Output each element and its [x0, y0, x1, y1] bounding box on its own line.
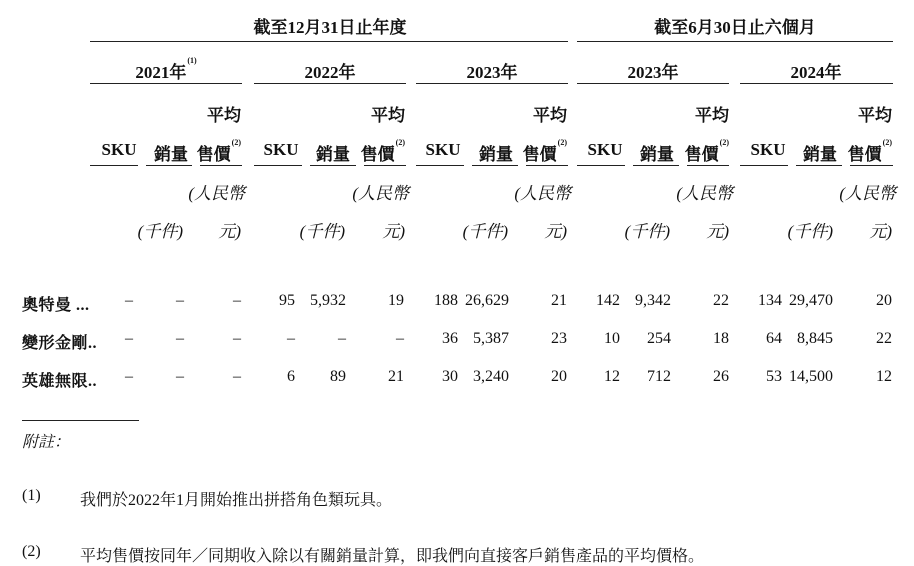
year-header-2024: 2024年 [790, 63, 842, 82]
col-rule [200, 165, 242, 166]
unit-price-top: (人民幣 [188, 184, 245, 203]
year-rule-2024 [740, 83, 893, 84]
table-cell: 5,932 [310, 292, 346, 309]
col-header-avg-bottom: 售價$^{(2)}$ [360, 138, 405, 164]
period-header-six-months: 截至6月30日止六個月 [654, 18, 816, 37]
col-rule [90, 165, 138, 166]
table-cell: 10 [604, 330, 620, 347]
table-cell: 12 [604, 368, 620, 385]
col-rule [310, 165, 356, 166]
row-label: 英雄無限.. [22, 373, 98, 390]
footnote-separator [22, 420, 139, 421]
table-cell: 20 [551, 368, 567, 385]
year-header-2023-interim: 2023年 [627, 63, 679, 82]
period-rule-six-months [577, 41, 893, 42]
table-cell: 14,500 [789, 368, 833, 385]
col-rule [740, 165, 788, 166]
col-header-avg-bottom: 售價$^{(2)}$ [684, 138, 729, 164]
year-header-2023-annual: 2023年 [466, 63, 518, 82]
table-cell: 3,240 [473, 368, 509, 385]
table-cell: 21 [551, 292, 567, 309]
col-header-avg-top: 平均 [371, 106, 405, 125]
year-rule-2021 [90, 83, 242, 84]
unit-volume: (千件) [787, 222, 833, 241]
col-header-avg-bottom: 售價$^{(2)}$ [522, 138, 567, 164]
table-cell: 22 [876, 330, 892, 347]
col-header-sku: SKU [750, 140, 786, 159]
col-rule [472, 165, 518, 166]
table-cell: 8,845 [797, 330, 833, 347]
table-cell: – [125, 330, 133, 347]
col-rule [416, 165, 464, 166]
col-header-volume: 銷量 [803, 145, 837, 164]
table-cell: 64 [766, 330, 782, 347]
year-header-2022: 2022年 [304, 63, 356, 82]
table-cell: 26,629 [465, 292, 509, 309]
col-rule [526, 165, 568, 166]
table-cell: 95 [279, 292, 295, 309]
unit-volume: (千件) [299, 222, 345, 241]
table-cell: – [176, 368, 184, 385]
period-rule-year [90, 41, 568, 42]
unit-price-bottom: 元) [218, 222, 241, 241]
table-cell: 20 [876, 292, 892, 309]
col-rule [577, 165, 625, 166]
note-1-text: 我們於2022年1月開始推出拼搭角色類玩具。 [80, 492, 393, 509]
row-label: 變形金剛.. [22, 335, 98, 352]
col-rule [146, 165, 192, 166]
table-cell: 30 [442, 368, 458, 385]
year-rule-2023-annual [416, 83, 568, 84]
table-cell: 26 [713, 368, 729, 385]
table-cell: 19 [388, 292, 404, 309]
col-header-volume: 銷量 [479, 145, 513, 164]
col-header-volume: 銷量 [640, 145, 674, 164]
unit-price-top: (人民幣 [839, 184, 896, 203]
col-rule [687, 165, 729, 166]
table-cell: 21 [388, 368, 404, 385]
table-cell: 142 [596, 292, 620, 309]
table-cell: 29,470 [789, 292, 833, 309]
table-cell: 134 [758, 292, 782, 309]
unit-price-bottom: 元) [869, 222, 892, 241]
unit-price-top: (人民幣 [514, 184, 571, 203]
year-header-2021: 2021年$^{(1)}$ [135, 56, 197, 82]
table-cell: – [176, 330, 184, 347]
col-header-avg-top: 平均 [695, 106, 729, 125]
notes-title: 附註： [22, 434, 71, 451]
unit-volume: (千件) [462, 222, 508, 241]
col-rule [796, 165, 842, 166]
unit-price-bottom: 元) [706, 222, 729, 241]
col-header-sku: SKU [587, 140, 623, 159]
note-2-text: 平均售價按同年／同期收入除以有關銷量計算，即我們向直接客戶銷售產品的平均價格。 [80, 548, 705, 565]
table-cell: – [125, 292, 133, 309]
table-cell: 712 [647, 368, 671, 385]
table-cell: – [287, 330, 295, 347]
row-label: 奧特曼 ... [22, 297, 90, 314]
col-header-sku: SKU [425, 140, 461, 159]
unit-volume: (千件) [137, 222, 183, 241]
note-2-number: (2) [22, 543, 41, 560]
table-cell: 18 [713, 330, 729, 347]
col-header-avg-top: 平均 [533, 106, 567, 125]
col-header-avg-top: 平均 [207, 106, 241, 125]
col-header-volume: 銷量 [154, 145, 188, 164]
table-cell: – [338, 330, 346, 347]
col-header-sku: SKU [101, 140, 137, 159]
table-cell: 6 [287, 368, 295, 385]
table-cell: 9,342 [635, 292, 671, 309]
table-cell: – [233, 292, 241, 309]
unit-price-bottom: 元) [382, 222, 405, 241]
col-header-avg-bottom: 售價$^{(2)}$ [196, 138, 241, 164]
unit-price-top: (人民幣 [676, 184, 733, 203]
table-cell: 36 [442, 330, 458, 347]
unit-price-top: (人民幣 [352, 184, 409, 203]
table-cell: – [396, 330, 404, 347]
table-cell: – [125, 368, 133, 385]
table-cell: 89 [330, 368, 346, 385]
table-cell: – [233, 330, 241, 347]
col-rule [633, 165, 679, 166]
unit-volume: (千件) [624, 222, 670, 241]
period-header-year: 截至12月31日止年度 [253, 18, 407, 37]
table-cell: 12 [876, 368, 892, 385]
year-rule-2022 [254, 83, 406, 84]
col-rule [364, 165, 406, 166]
col-rule [254, 165, 302, 166]
table-cell: 254 [647, 330, 671, 347]
col-header-volume: 銷量 [316, 145, 350, 164]
col-rule [850, 165, 893, 166]
table-cell: – [176, 292, 184, 309]
table-cell: – [233, 368, 241, 385]
table-cell: 53 [766, 368, 782, 385]
unit-price-bottom: 元) [544, 222, 567, 241]
year-rule-2023-interim [577, 83, 729, 84]
note-1-number: (1) [22, 487, 41, 504]
table-cell: 188 [434, 292, 458, 309]
col-header-sku: SKU [263, 140, 299, 159]
table-cell: 23 [551, 330, 567, 347]
table-cell: 5,387 [473, 330, 509, 347]
col-header-avg-top: 平均 [858, 106, 892, 125]
table-cell: 22 [713, 292, 729, 309]
col-header-avg-bottom: 售價$^{(2)}$ [847, 138, 892, 164]
